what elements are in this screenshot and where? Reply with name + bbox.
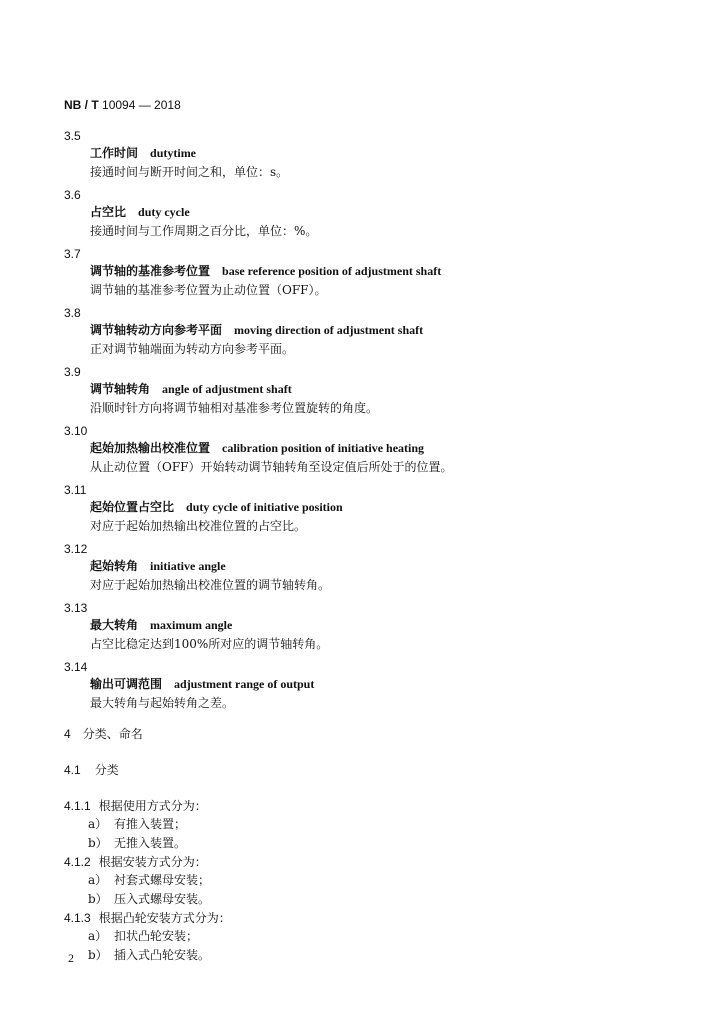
term-title [90, 262, 664, 281]
term-entry [64, 600, 664, 657]
term-entry [64, 128, 664, 185]
list-marker: b） [88, 948, 108, 962]
subsection-heading [64, 761, 664, 779]
term-number: 3.5 [64, 129, 81, 143]
term-definition: 正对调节轴端面为转动方向参考平面。 [90, 342, 295, 356]
term-title-zh: 工作时间 [90, 146, 139, 160]
list-item [88, 834, 664, 853]
list-marker: b） [88, 892, 108, 906]
list-item-text: 衬套式螺母安装； [114, 873, 211, 887]
term-title-en: duty cycle of initiative position [186, 500, 343, 514]
term-title-zh: 输出可调范围 [90, 677, 163, 691]
term-title-zh: 最大转角 [90, 618, 139, 632]
term-title-zh: 调节轴的基准参考位置 [90, 264, 211, 278]
term-number: 3.8 [64, 306, 81, 320]
term-title-en: initiative angle [150, 559, 226, 573]
term-definition: 对应于起始加热输出校准位置的调节轴转角。 [90, 578, 331, 592]
term-title-en: moving direction of adjustment shaft [234, 323, 424, 337]
term-definition: 调节轴的基准参考位置为止动位置（OFF）。 [90, 283, 327, 297]
term-title [90, 616, 664, 635]
term-number: 3.6 [64, 188, 81, 202]
list-marker: b） [88, 836, 108, 850]
list-marker: a） [88, 929, 108, 943]
clause-text: 根据使用方式分为： [98, 799, 207, 813]
term-entry [64, 305, 664, 362]
term-number: 3.13 [64, 601, 88, 615]
clause-number: 4.1.2 [64, 855, 91, 869]
list-item [88, 871, 664, 890]
list-item-text: 压入式螺母安装。 [114, 892, 211, 906]
term-title [90, 557, 664, 576]
term-title [90, 380, 664, 399]
term-entry [64, 246, 664, 303]
term-title [90, 321, 664, 340]
list-item-text: 插入式凸轮安装。 [114, 948, 211, 962]
term-title [90, 498, 664, 517]
term-number: 3.10 [64, 424, 88, 438]
list-item [88, 890, 664, 909]
list-item-text: 扣状凸轮安装； [114, 929, 199, 943]
term-entry [64, 659, 664, 716]
list-item [88, 946, 664, 965]
term-title [90, 144, 664, 163]
term-title-en: calibration position of initiative heating [222, 441, 425, 455]
list-item [88, 927, 664, 946]
section-heading [64, 725, 664, 743]
standard-header [64, 97, 181, 113]
term-title-zh: 起始位置占空比 [90, 500, 175, 514]
term-title-en: dutytime [150, 146, 197, 160]
term-entry [64, 541, 664, 598]
list-marker: a） [88, 817, 108, 831]
term-title-zh: 调节轴转角 [90, 382, 151, 396]
term-entry [64, 187, 664, 244]
standard-code: NB / T [64, 98, 99, 112]
term-definition: 沿顺时针方向将调节轴相对基准参考位置旋转的角度。 [90, 401, 379, 415]
term-number: 3.11 [64, 483, 87, 497]
term-definition: 最大转角与起始转角之差。 [90, 696, 235, 710]
page-number: 2 [68, 951, 74, 965]
term-title [90, 675, 664, 694]
document-body [64, 126, 664, 965]
standard-number: 10094 — 2018 [102, 98, 181, 112]
term-title [90, 439, 664, 458]
term-number: 3.14 [64, 660, 88, 674]
term-definition: 从止动位置（OFF）开始转动调节轴转角至设定值后所处于的位置。 [90, 460, 453, 474]
section-title: 分类、命名 [82, 727, 143, 741]
term-entry [64, 482, 664, 539]
term-title-en: angle of adjustment shaft [162, 382, 292, 396]
list-item-text: 有推入装置； [114, 817, 187, 831]
term-title-zh: 占空比 [90, 205, 127, 219]
term-number: 3.9 [64, 365, 81, 379]
list-item [88, 815, 664, 834]
term-definition: 对应于起始加热输出校准位置的占空比。 [90, 519, 307, 533]
term-title-en: adjustment range of output [174, 677, 315, 691]
section-number: 4 [64, 727, 71, 741]
term-title [90, 203, 664, 222]
term-title-en: maximum angle [150, 618, 233, 632]
term-definition: 接通时间与断开时间之和，单位：s。 [90, 165, 289, 179]
clause-text: 根据凸轮安装方式分为： [98, 911, 231, 925]
term-title-zh: 起始转角 [90, 559, 139, 573]
term-definition: 占空比稳定达到100%所对应的调节轴转角。 [90, 637, 329, 651]
clause-text: 根据安装方式分为： [98, 855, 207, 869]
term-title-zh: 起始加热输出校准位置 [90, 441, 211, 455]
term-entry [64, 364, 664, 421]
list-marker: a） [88, 873, 108, 887]
clause [64, 797, 664, 815]
clause-number: 4.1.3 [64, 911, 91, 925]
list-item-text: 无推入装置。 [114, 836, 187, 850]
subsection-title: 分类 [94, 763, 119, 777]
term-number: 3.12 [64, 542, 88, 556]
clause [64, 909, 664, 927]
term-title-en: base reference position of adjustment shaft [222, 264, 442, 278]
term-entry [64, 423, 664, 480]
subsection-number: 4.1 [64, 763, 81, 777]
clause-number: 4.1.1 [64, 799, 91, 813]
term-definition: 接通时间与工作周期之百分比，单位：%。 [90, 224, 318, 238]
term-number: 3.7 [64, 247, 81, 261]
clause [64, 853, 664, 871]
term-title-en: duty cycle [138, 205, 190, 219]
term-title-zh: 调节轴转动方向参考平面 [90, 323, 223, 337]
